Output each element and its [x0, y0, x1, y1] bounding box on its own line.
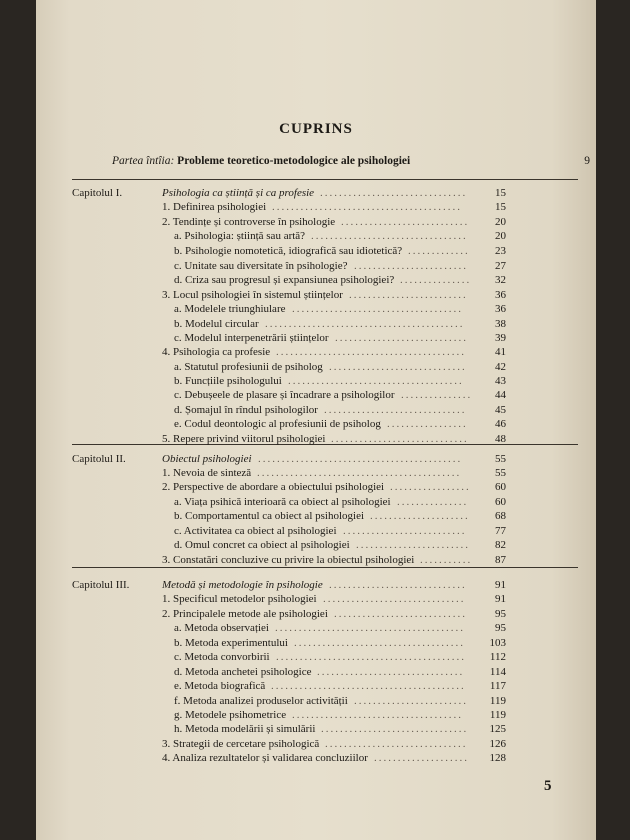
toc-entry-row [36, 345, 596, 360]
dot-leader: ........................ [354, 260, 468, 272]
dot-leader: ................................. [311, 230, 468, 242]
dot-leader: ............... [397, 496, 469, 508]
dot-leader: ............................. [329, 361, 467, 373]
dot-leader: ............. [408, 245, 470, 257]
entry-title: b. Comportamentul ca obiect al psihologiei [174, 510, 365, 522]
toc-entry-row [36, 708, 596, 723]
dot-leader: ............................ [334, 608, 467, 620]
divider [72, 179, 578, 180]
toc-chapter-row [36, 186, 596, 201]
toc-chapter-row [36, 578, 596, 593]
entry-title: c. Activitatea ca obiect al psihologiei [174, 525, 337, 537]
dot-leader: ........................ [356, 539, 470, 551]
toc-entry-row [36, 592, 596, 607]
entry-page-number: 95 [495, 622, 506, 634]
dot-leader: ............................... [320, 187, 468, 199]
dot-leader: ........................................ [275, 622, 465, 634]
entry-page-number: 20 [495, 230, 506, 242]
entry-page-number: 20 [495, 216, 506, 228]
entry-title: 2. Principalele metode ale psihologiei [162, 608, 328, 620]
dot-leader: ............... [401, 389, 473, 401]
dot-leader: .............................. [325, 738, 468, 750]
dot-leader: .......................... [343, 525, 467, 537]
entry-title: c. Modelul interpenetrării științelor [174, 332, 329, 344]
entry-title: a. Modelele triunghiulare [174, 303, 286, 315]
entry-page-number: 77 [495, 525, 506, 537]
toc-entry-row [36, 417, 596, 432]
dot-leader: .................................... [292, 709, 463, 721]
toc-entry-row [36, 374, 596, 389]
entry-page-number: 32 [495, 274, 506, 286]
entry-page-number: 15 [495, 201, 506, 213]
chapter-label: Capitolul I. [72, 187, 123, 199]
entry-title: a. Viața psihică interioară ca obiect al psihologiei [174, 496, 391, 508]
toc-entry-row [36, 259, 596, 274]
toc-entry-row [36, 229, 596, 244]
toc-entry-row [36, 432, 596, 447]
entry-page-number: 68 [495, 510, 506, 522]
part-heading [112, 155, 590, 171]
toc-chapter-row [36, 452, 596, 467]
page-number: 5 [544, 778, 552, 794]
toc-entry-row [36, 737, 596, 752]
toc-entry-row [36, 495, 596, 510]
chapter-label: Capitolul III. [72, 579, 130, 591]
toc-entry-row [36, 288, 596, 303]
toc-entry-row [36, 694, 596, 709]
entry-page-number: 36 [495, 303, 506, 315]
entry-page-number: 48 [495, 433, 506, 445]
dot-leader: ............... [400, 274, 472, 286]
dot-leader: ........................... [341, 216, 470, 228]
entry-title: g. Metodele psihometrice [174, 709, 287, 721]
entry-page-number: 119 [489, 695, 506, 707]
entry-page-number: 87 [495, 554, 506, 566]
dot-leader: .......................................... [265, 318, 465, 330]
part-page-number: 9 [584, 155, 590, 167]
entry-title: c. Debușeele de plasare și încadrare a psihologilor [174, 389, 395, 401]
entry-page-number: 45 [495, 404, 506, 416]
toc-entry-row [36, 679, 596, 694]
entry-title: 3. Locul psihologiei în sistemul științelor [162, 289, 343, 301]
entry-page-number: 55 [495, 467, 506, 479]
entry-page-number: 41 [495, 346, 506, 358]
chapter-title: Metodă și metodologie în psihologie [162, 579, 323, 591]
entry-page-number: 36 [495, 289, 506, 301]
entry-title: 1. Specificul metodelor psihologiei [162, 593, 317, 605]
entry-page-number: 103 [489, 637, 506, 649]
dot-leader: ........................ [354, 695, 468, 707]
toc-entry-row [36, 317, 596, 332]
toc-entry-row [36, 607, 596, 622]
entry-title: a. Metoda observației [174, 622, 269, 634]
toc-entry-row [36, 636, 596, 651]
entry-title: d. Șomajul în rîndul psihologilor [174, 404, 318, 416]
entry-page-number: 119 [489, 709, 506, 721]
part-lead: Partea întîia: [112, 155, 175, 167]
toc-entry-row [36, 215, 596, 230]
toc-entry-row [36, 200, 596, 215]
toc-entry-row [36, 538, 596, 553]
dot-leader: ..................................... [288, 375, 464, 387]
dot-leader: .............................. [323, 593, 466, 605]
dot-leader: ................. [387, 418, 468, 430]
entry-page-number: 39 [495, 332, 506, 344]
toc-entry-row [36, 509, 596, 524]
entry-title: 2. Perspective de abordare a obiectului psihologiei [162, 481, 385, 493]
toc-entry-row [36, 553, 596, 568]
entry-title: a. Statutul profesiunii de psiholog [174, 361, 323, 373]
entry-title: b. Metoda experimentului [174, 637, 288, 649]
dot-leader: ........................................... [257, 467, 462, 479]
chapter-title: Psihologia ca știință și ca profesie [162, 187, 315, 199]
entry-page-number: 95 [495, 608, 506, 620]
entry-page-number: 126 [489, 738, 506, 750]
entry-title: b. Psihologie nomotetică, idiografică sau idiotetică? [174, 245, 403, 257]
dot-leader: ........... [420, 554, 473, 566]
entry-page-number: 117 [489, 680, 506, 692]
entry-title: e. Metoda biografică [174, 680, 266, 692]
page-title: CUPRINS [279, 121, 353, 137]
entry-page-number: 60 [495, 481, 506, 493]
dot-leader: ........................................ [272, 201, 462, 213]
entry-title: e. Codul deontologic al profesiunii de psiholog [174, 418, 381, 430]
dot-leader: .................................... [294, 637, 465, 649]
toc-entry-row [36, 466, 596, 481]
entry-title: 1. Definirea psihologiei [162, 201, 267, 213]
entry-title: 1. Nevoia de sinteză [162, 467, 252, 479]
entry-title: d. Omul concret ca obiect al psihologiei [174, 539, 350, 551]
entry-page-number: 112 [489, 651, 506, 663]
toc-entry-row [36, 722, 596, 737]
entry-page-number: 43 [495, 375, 506, 387]
entry-page-number: 128 [489, 752, 506, 764]
toc-entry-row [36, 331, 596, 346]
toc-entry-row [36, 480, 596, 495]
entry-title: f. Metoda analizei produselor activității [174, 695, 348, 707]
toc-entry-row [36, 388, 596, 403]
dot-leader: ........................................ [276, 651, 466, 663]
toc-entry-row [36, 273, 596, 288]
entry-title: 4. Analiza rezultatelor și validarea concluziilor [162, 752, 368, 764]
entry-page-number: 55 [495, 453, 506, 465]
toc-entry-row [36, 244, 596, 259]
entry-page-number: 38 [495, 318, 506, 330]
toc-entry-row [36, 524, 596, 539]
dot-leader: ............................. [331, 433, 469, 445]
dot-leader: ................. [390, 481, 471, 493]
part-title: Probleme teoretico-metodologice ale psihologiei [177, 155, 411, 167]
entry-title: 2. Tendințe și controverse în psihologie [162, 216, 336, 228]
dot-leader: ............................ [335, 332, 468, 344]
dot-leader: ......................................... [271, 680, 466, 692]
toc-entry-row [36, 650, 596, 665]
toc-entry-row [36, 403, 596, 418]
dot-leader: .................... [374, 752, 469, 764]
dot-leader: ..................... [370, 510, 470, 522]
entry-title: h. Metoda modelării și simulării [174, 723, 316, 735]
entry-title: 3. Strategii de cercetare psihologică [162, 738, 320, 750]
entry-title: b. Modelul circular [174, 318, 259, 330]
dot-leader: .................................... [292, 303, 463, 315]
entry-title: d. Criza sau progresul și expansiunea psihologiei? [174, 274, 395, 286]
dot-leader: ............................... [321, 723, 469, 735]
entry-page-number: 27 [495, 260, 506, 272]
entry-page-number: 82 [495, 539, 506, 551]
toc-entry-row [36, 360, 596, 375]
entry-page-number: 114 [489, 666, 506, 678]
entry-title: a. Psihologia: știință sau artă? [174, 230, 306, 242]
toc-entry-row [36, 665, 596, 680]
entry-title: 4. Psihologia ca profesie [162, 346, 271, 358]
dot-leader: ............................... [317, 666, 465, 678]
entry-page-number: 15 [495, 187, 506, 199]
book-page [36, 0, 596, 840]
toc-entry-row [36, 302, 596, 317]
entry-title: 3. Constatări concluzive cu privire la obiectul psihologiei [162, 554, 415, 566]
dot-leader: ........................................ [276, 346, 466, 358]
entry-title: 5. Repere privind viitorul psihologiei [162, 433, 326, 445]
toc-entry-row [36, 751, 596, 766]
toc-entry-row [36, 621, 596, 636]
entry-page-number: 60 [495, 496, 506, 508]
entry-page-number: 125 [489, 723, 506, 735]
entry-page-number: 23 [495, 245, 506, 257]
entry-page-number: 91 [495, 593, 506, 605]
entry-page-number: 44 [495, 389, 506, 401]
entry-page-number: 42 [495, 361, 506, 373]
dot-leader: ............................. [329, 579, 467, 591]
chapter-title: Obiectul psihologiei [162, 453, 252, 465]
entry-title: c. Metoda convorbirii [174, 651, 270, 663]
chapter-label: Capitolul II. [72, 453, 126, 465]
dot-leader: ......................... [349, 289, 468, 301]
entry-title: d. Metoda anchetei psihologice [174, 666, 312, 678]
entry-title: c. Unitate sau diversitate în psihologie? [174, 260, 348, 272]
entry-page-number: 91 [495, 579, 506, 591]
dot-leader: .............................. [324, 404, 467, 416]
dot-leader: ........................................... [258, 453, 463, 465]
entry-page-number: 46 [495, 418, 506, 430]
entry-title: b. Funcțiile psihologului [174, 375, 282, 387]
